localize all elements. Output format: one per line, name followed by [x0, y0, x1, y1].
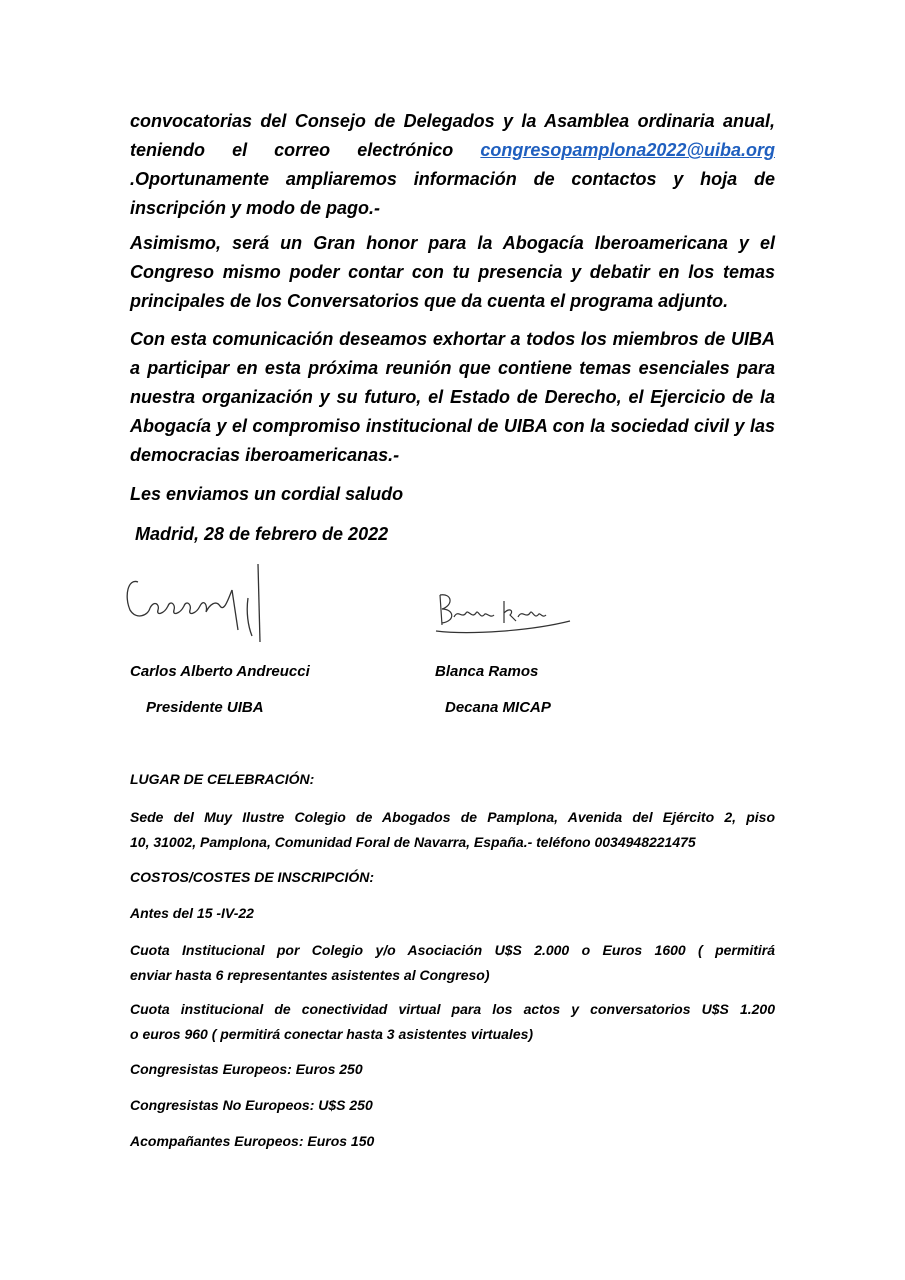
text-line: 10, 31002, Pamplona, Comunidad Foral de Navarra, España.- teléfono 0034948221475: [130, 834, 696, 850]
text-line: Abogacía y el compromiso institucional de UIBA con la sociedad civil y las: [130, 416, 775, 436]
text-line: Sede del Muy Ilustre Colegio de Abogados de Pamplona, Avenida del Ejército 2, piso: [130, 809, 775, 825]
text-line: a participar en esta próxima reunión que contiene temas esenciales para: [130, 358, 775, 378]
text-line: Con esta comunicación deseamos exhortar a todos los miembros de UIBA: [130, 329, 775, 349]
signature-ramos: [430, 585, 575, 645]
email-link[interactable]: congresopamplona2022@uiba.org: [480, 140, 775, 160]
signer-right-role: Decana MICAP: [445, 699, 551, 716]
cost-institutional: [130, 938, 775, 988]
costs-heading: COSTOS/COSTES DE INSCRIPCIÓN:: [130, 869, 374, 885]
text-line: convocatorias del Consejo de Delegados y la Asamblea ordinaria anual,: [130, 111, 775, 131]
text-line: [130, 136, 775, 165]
signer-left-role: Presidente UIBA: [146, 699, 264, 716]
text-line: Asimismo, será un Gran honor para la Abogacía Iberoamericana y el: [130, 233, 775, 253]
text-line: principales de los Conversatorios que da cuenta el programa adjunto.: [130, 291, 729, 311]
text-line: Cuota Institucional por Colegio y/o Asociación U$S 2.000 o Euros 1600 ( permitirá: [130, 942, 775, 958]
greeting: Les enviamos un cordial saludo: [130, 484, 404, 504]
text-line: inscripción y modo de pago.-: [130, 198, 381, 218]
text-line: Congreso mismo poder contar con tu presencia y debatir en los temas: [130, 262, 775, 282]
text-line: .Oportunamente ampliaremos información de contactos y hoja de: [130, 169, 775, 189]
text-line: nuestra organización y su futuro, el Estado de Derecho, el Ejercicio de la: [130, 387, 775, 407]
cost-item: Acompañantes Europeos: Euros 150: [130, 1133, 375, 1149]
signer-left-name: Carlos Alberto Andreucci: [130, 663, 310, 680]
paragraph-asimismo: [130, 229, 775, 316]
venue-heading: LUGAR DE CELEBRACIÓN:: [130, 771, 315, 787]
paragraph-exhortacion: [130, 325, 775, 470]
text-line: democracias iberoamericanas.-: [130, 445, 400, 465]
cost-item: Congresistas No Europeos: U$S 250: [130, 1097, 373, 1113]
text-fragment: teniendo el correo electrónico: [130, 140, 454, 160]
text-line: Cuota institucional de conectividad virtual para los actos y conversatorios U$S 1.200: [130, 1001, 775, 1017]
text-line: enviar hasta 6 representantes asistentes al Congreso): [130, 967, 490, 983]
text-line: o euros 960 ( permitirá conectar hasta 3 asistentes virtuales): [130, 1026, 534, 1042]
signer-right-name: Blanca Ramos: [435, 663, 539, 680]
costs-deadline: Antes del 15 -IV-22: [130, 905, 254, 921]
signature-andreucci: [120, 560, 280, 650]
paragraph-convocatorias: [130, 107, 775, 223]
date-line: Madrid, 28 de febrero de 2022: [135, 524, 389, 544]
venue-address: [130, 805, 775, 855]
cost-virtual: [130, 997, 775, 1047]
cost-item: Congresistas Europeos: Euros 250: [130, 1061, 363, 1077]
